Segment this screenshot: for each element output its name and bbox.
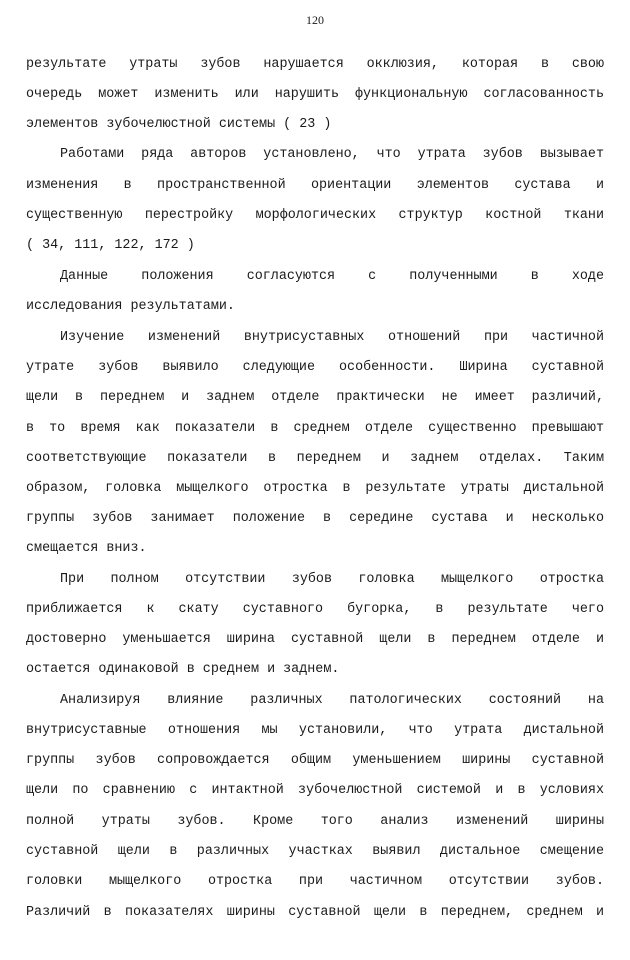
- text-line: ( 34, 111, 122, 172 ): [26, 238, 195, 253]
- text-line: щели по сравнению с интактной зубочелюстной системой и в условиях: [26, 783, 604, 798]
- paragraph-first-line: Данные положения согласуются с полученными в ходе: [60, 269, 604, 284]
- text-line: головки мыщелкого отростка при частичном отсутствии зубов.: [26, 874, 604, 889]
- paragraph-first-line: Работами ряда авторов установлено, что утрата зубов вызывает: [60, 147, 604, 162]
- text-line: полной утраты зубов. Кроме того анализ изменений ширины: [26, 814, 604, 829]
- text-line: остается одинаковой в среднем и заднем.: [26, 662, 340, 677]
- text-line: смещается вниз.: [26, 541, 147, 556]
- text-line: достоверно уменьшается ширина суставной щели в переднем отделе и: [26, 632, 604, 647]
- text-line: группы зубов сопровождается общим уменьшением ширины суставной: [26, 753, 604, 768]
- text-line: исследования результатами.: [26, 299, 235, 314]
- paragraph-first-line: Анализируя влияние различных патологических состояний на: [60, 693, 604, 708]
- text-line: в то время как показатели в среднем отделе существенно превышают: [26, 421, 604, 436]
- text-line: образом, головка мыщелкого отростка в результате утраты дистальной: [26, 481, 604, 496]
- text-line: результате утраты зубов нарушается окклюзия, которая в свою: [26, 57, 604, 72]
- text-line: приближается к скату суставного бугорка, в результате чего: [26, 602, 604, 617]
- text-line: элементов зубочелюстной системы ( 23 ): [26, 117, 332, 132]
- paragraph-first-line: При полном отсутствии зубов головка мыщелкого отростка: [60, 572, 604, 587]
- text-line: суставной щели в различных участках выявил дистальное смещение: [26, 844, 604, 859]
- text-line: внутрисуставные отношения мы установили, что утрата дистальной: [26, 723, 604, 738]
- text-line: Различий в показателях ширины суставной щели в переднем, среднем и: [26, 905, 604, 920]
- text-line: группы зубов занимает положение в середине сустава и несколько: [26, 511, 604, 526]
- text-line: изменения в пространственной ориентации элементов сустава и: [26, 178, 604, 193]
- paragraph-first-line: Изучение изменений внутрисуставных отношений при частичной: [60, 330, 604, 345]
- page-number: 120: [306, 13, 324, 27]
- text-line: существенную перестройку морфологических структур костной ткани: [26, 208, 604, 223]
- text-line: утрате зубов выявило следующие особенности. Ширина суставной: [26, 360, 604, 375]
- text-line: очередь может изменить или нарушить функциональную согласованность: [26, 87, 604, 102]
- text-line: соответствующие показатели в переднем и заднем отделах. Таким: [26, 451, 604, 466]
- text-line: щели в переднем и заднем отделе практически не имеет различий,: [26, 390, 604, 405]
